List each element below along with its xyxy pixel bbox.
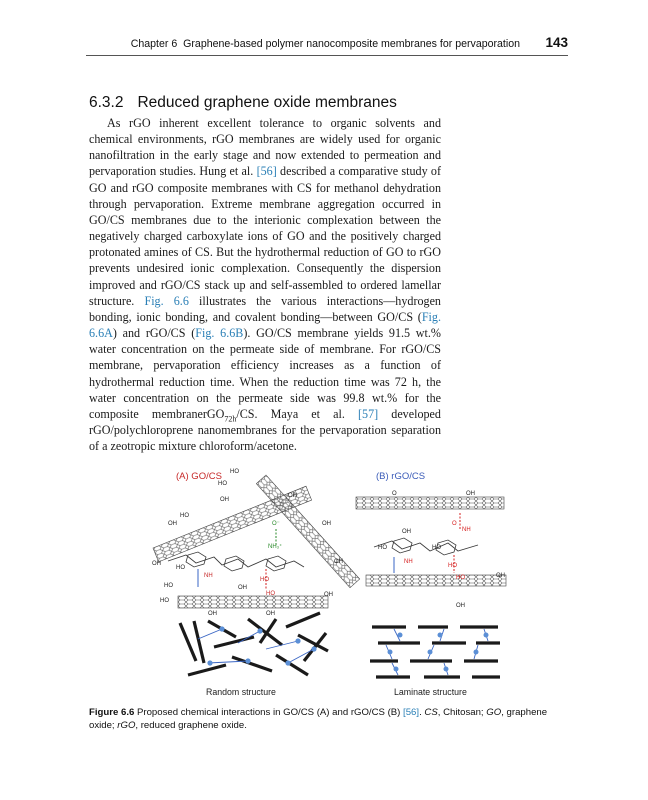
chem-label: NH xyxy=(404,559,413,565)
chem-label: OH xyxy=(334,559,343,565)
text-run: developed rGO/polychloroprene nanomembranes for the pervaporation separation of a zeotropic mixture chloroform/acetone. xyxy=(89,406,441,454)
page-number: 143 xyxy=(545,35,568,50)
section-title: Reduced graphene oxide membranes xyxy=(137,94,397,111)
chem-label: OH xyxy=(168,521,177,527)
chem-label: O xyxy=(452,521,457,527)
figure-link-6-6[interactable]: Fig. 6.6 xyxy=(144,293,189,308)
polymer-node xyxy=(394,667,399,672)
header-rule xyxy=(86,55,568,56)
chem-label: HO xyxy=(180,513,189,519)
chem-label: OH xyxy=(466,491,475,497)
running-header xyxy=(86,36,568,52)
chem-label: OH xyxy=(238,585,247,591)
text-run: ) and rGO/CS ( xyxy=(112,326,196,341)
chem-label: OH xyxy=(208,611,217,617)
chitosan-chain xyxy=(374,541,478,551)
sheet-bar xyxy=(248,619,282,645)
chitosan-ring xyxy=(186,552,206,567)
caption-citation-56[interactable]: [56] xyxy=(403,707,420,718)
chem-label: HO xyxy=(448,563,457,569)
random-structure-label: Random structure xyxy=(206,687,276,697)
chem-label: NH₃⁺ xyxy=(268,544,283,550)
chem-label: OH xyxy=(266,611,275,617)
sheet-bar xyxy=(286,613,320,627)
figure-6-6 xyxy=(148,463,518,699)
polymer-node xyxy=(257,628,262,633)
chem-label: NH xyxy=(462,527,471,533)
sheet-bar xyxy=(232,657,272,671)
sheet-bar xyxy=(276,655,308,675)
chem-label: OH xyxy=(152,561,161,567)
panel-a-label: (A) GO/CS xyxy=(176,471,222,482)
text-run: , graphene oxide; xyxy=(89,707,548,731)
polymer-link xyxy=(238,631,260,643)
chitosan-ring xyxy=(392,538,412,553)
chem-label: HO xyxy=(456,575,465,581)
chapter-label: Chapter 6 xyxy=(130,38,178,50)
laminate-structure-label: Laminate structure xyxy=(394,687,467,697)
caption-label: Figure 6.6 xyxy=(89,707,135,718)
chem-label: HO xyxy=(164,583,173,589)
abbr-rgo: rGO xyxy=(117,720,136,731)
rgo-sheet xyxy=(356,497,504,509)
figure-link-6-6a[interactable]: Fig. 6.6A xyxy=(89,309,441,341)
chem-label: O⁻ xyxy=(272,521,280,527)
random-structure xyxy=(180,613,328,675)
section-heading xyxy=(89,94,397,112)
polymer-node xyxy=(285,660,290,665)
text-run: , reduced graphene oxide. xyxy=(135,720,247,731)
chem-label: OH xyxy=(288,493,297,499)
chem-label: OH xyxy=(402,529,411,535)
sheet-bar xyxy=(214,637,254,647)
rgo-sheet xyxy=(366,575,506,586)
chem-label: NH xyxy=(204,573,213,579)
figure-link-6-6b[interactable]: Fig. 6.6B xyxy=(195,326,244,341)
chem-label: OH xyxy=(456,603,465,609)
section-number: 6.3.2 xyxy=(89,94,124,111)
go-sheet xyxy=(178,596,328,608)
abbr-cs: CS xyxy=(424,707,438,718)
text-run: As rGO inherent excellent tolerance to organic solvents and chemical environments, rGO membranes are widely used for organic nanofiltration in the early stage and now extended to permeation and pervaporation studies. Hung et al. xyxy=(89,116,441,179)
chem-label: OH xyxy=(322,521,331,527)
polymer-node xyxy=(311,646,316,651)
polymer-node xyxy=(295,638,300,643)
polymer-node xyxy=(398,633,403,638)
chem-label: HO xyxy=(432,545,441,551)
polymer-link xyxy=(266,641,298,649)
body-paragraph xyxy=(89,115,441,454)
chem-label: HO xyxy=(266,591,275,597)
chem-label: OH xyxy=(496,573,505,579)
polymer-link xyxy=(288,649,314,663)
chem-label: HO xyxy=(260,577,269,583)
text-run: ). GO/CS membrane yields 91.5 wt.% water concentration on the permeate side of membrane. For rGO/CS membrane, pervaporation efficiency increases as a function of hydrothermal reduction time. When the reduction time was 72 h, the water concentration on the permeate side was 99.8 wt.% for the composite membranerGO xyxy=(89,326,441,421)
polymer-node xyxy=(388,650,393,655)
chem-label: HO xyxy=(378,545,387,551)
panel-b-label: (B) rGO/CS xyxy=(376,471,426,482)
running-header-title xyxy=(131,38,520,50)
chitosan-ring xyxy=(266,556,286,571)
text-run: . xyxy=(419,707,425,718)
polymer-node xyxy=(207,660,212,665)
sheet-bar xyxy=(188,665,226,675)
chitosan-chain xyxy=(168,555,304,567)
text-run: described a comparative study of GO and rGO composite membranes with CS for methanol dehydration through pervaporation. Extreme membrane aggregation occurred in GO/CS membranes due to the interionic complexation between the negatively charged carboxylate ions of GO and the positively charged protonated amines of CS. But the hydrothermal reduction of GO to rGO prevents undesired ionic complexation. Consequently the dispersion improved and rGO/CS stack up and self-assembled to ordered lamellar structure. xyxy=(89,164,441,308)
figure-caption xyxy=(89,706,569,732)
chem-label: O xyxy=(392,491,397,497)
polymer-node xyxy=(219,626,224,631)
text-run: , Chitosan; xyxy=(437,707,487,718)
chem-label: HO xyxy=(230,469,239,475)
citation-link-57[interactable]: [57] xyxy=(358,406,379,421)
chem-label: OH xyxy=(220,497,229,503)
text-run: Proposed chemical interactions in GO/CS (A) and rGO/CS (B) xyxy=(134,707,404,718)
chem-label: HO xyxy=(160,598,169,604)
panel-a-molecular xyxy=(152,469,360,617)
sheet-bar xyxy=(180,623,196,661)
laminate-links xyxy=(386,629,489,675)
polymer-node xyxy=(428,650,433,655)
polymer-node xyxy=(444,667,449,672)
polymer-node xyxy=(474,650,479,655)
chem-label: OH xyxy=(324,592,333,598)
chem-label: HO xyxy=(176,565,185,571)
polymer-node xyxy=(438,633,443,638)
text-run: illustrates the various interactions—hydrogen bonding, ionic bonding, and covalent bonding—between GO/CS ( xyxy=(89,293,441,324)
subscript-72h: 72h xyxy=(224,414,237,424)
polymer-node xyxy=(484,633,489,638)
polymer-link xyxy=(198,629,222,639)
abbr-go: GO xyxy=(486,707,502,718)
panel-b-molecular xyxy=(356,491,506,609)
citation-link-56[interactable]: [56] xyxy=(256,164,277,179)
chem-label: HO xyxy=(218,481,227,487)
text-run: /CS. Maya et al. xyxy=(236,406,358,421)
chapter-title: Graphene-based polymer nanocomposite membranes for pervaporation xyxy=(183,38,520,50)
polymer-node xyxy=(245,658,250,663)
